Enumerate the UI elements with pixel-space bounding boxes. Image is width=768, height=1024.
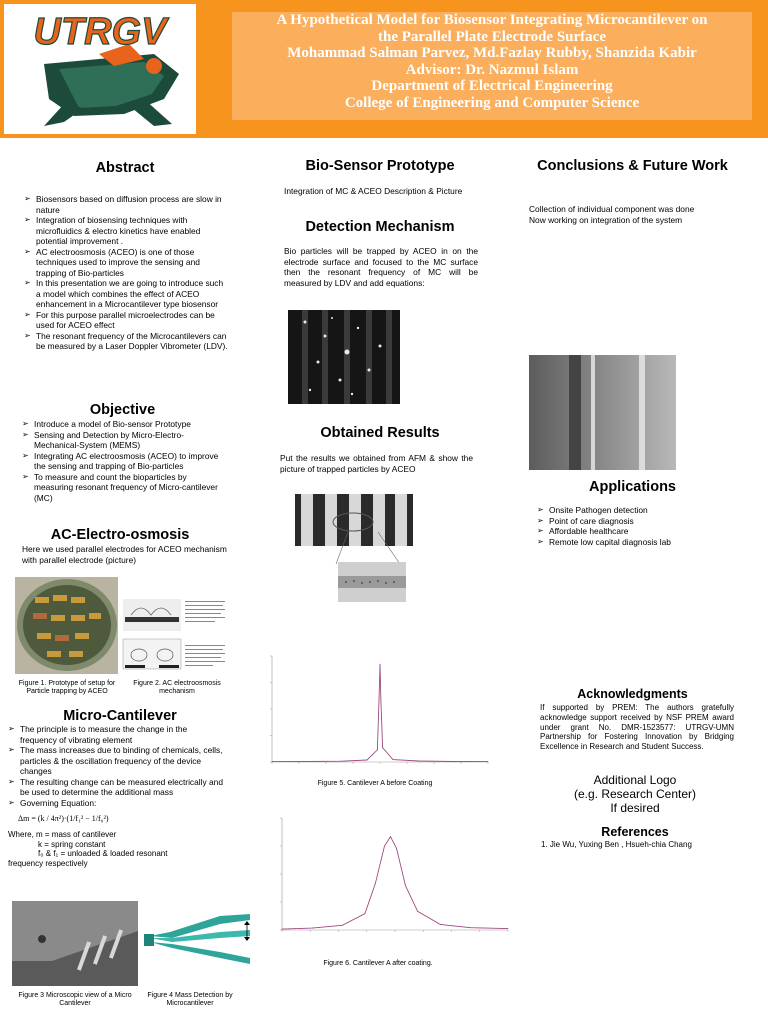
- zoomed-trapped-particles-image: [338, 562, 406, 602]
- figure-4-arrow: [240, 920, 260, 944]
- list-item: ➢ The principle is to measure the change in the frequency of vibrating element: [8, 724, 223, 745]
- list-item: ➢ For this purpose parallel microelectrodes can be used for ACEO effect: [24, 310, 229, 331]
- objective-list: [22, 419, 222, 503]
- list-item: ➢ In this presentation we are going to introduce such a model which combines the effect of ACEO enhancement in a Microcantilever type biosensor: [24, 278, 229, 310]
- equation-where: [8, 830, 223, 868]
- additional-logo-line: If desired: [610, 801, 660, 815]
- detection-heading: Detection Mechanism: [305, 219, 455, 235]
- data-point: [380, 700, 381, 701]
- data-point: [417, 911, 418, 912]
- data-point: [393, 759, 394, 760]
- data-point: [470, 927, 471, 928]
- list-item: ➢ Remote low capital diagnosis lab: [537, 537, 737, 548]
- where-line: k = spring constant: [38, 839, 106, 849]
- list-item: ➢ The resonant frequency of the Microcantilevers can be measured by a Laser Doppler Vibrometer (LDV).: [24, 331, 229, 352]
- university-logo: [4, 4, 196, 134]
- abstract-list: [24, 194, 229, 352]
- list-item: ➢ Governing Equation:: [8, 798, 223, 809]
- figure-6-frequency-response-chart: [268, 812, 518, 945]
- data-point: [272, 761, 273, 762]
- prototype-heading: Bio-Sensor Prototype: [305, 158, 455, 174]
- detection-text: Bio particles will be trapped by ACEO in on the electrode surface and focused to the MC surface then the resonant frequency of MC will be measured by LDV and add equations:: [284, 246, 478, 288]
- data-point: [364, 913, 365, 914]
- list-item: ➢ Biosensors based on diffusion process are slow in nature: [24, 194, 229, 215]
- figure-5-caption: Figure 5. Cantilever A before Coating: [317, 780, 433, 787]
- prototype-text: Integration of MC & ACEO Description & Picture: [284, 186, 463, 196]
- where-line: f₀ & f₁ = unloaded & loaded resonant: [38, 849, 168, 858]
- figure-4-caption: Figure 4 Mass Detection by Microcantilever: [147, 992, 233, 1008]
- applications-list: [537, 505, 737, 547]
- data-point: [382, 747, 383, 748]
- figure-5-frequency-response-chart: [258, 650, 498, 775]
- acknowledgments-text: If supported by PREM: The authors gratefully acknowledge support received by NSF PREM award under grant No. DMR-1523577: UTRGV-UMN Partnership for Fostering Innovation by Bridging Excellence in Research and Student Success.: [540, 703, 734, 752]
- micro-cantilever-list: [8, 724, 223, 808]
- results-text: Put the results we obtained from AFM & show the picture of trapped particles by ACEO: [280, 453, 473, 474]
- trapped-particles-image: [288, 310, 400, 404]
- data-point: [377, 749, 378, 750]
- list-item: ➢ Integrating AC electroosmosis (ACEO) to improve the sensing and trapping of Bio-particles: [22, 451, 222, 472]
- data-point: [379, 696, 380, 697]
- series-line-measured: [282, 837, 508, 929]
- ac-eo-heading: AC-Electro-osmosis: [50, 527, 190, 543]
- figure-3-caption: Figure 3 Microscopic view of a Micro Cantilever: [18, 992, 132, 1008]
- logo-wordmark: UTRGV: [33, 11, 167, 53]
- ac-eo-text: Here we used parallel electrodes for ACEO mechanism with parallel electrode (picture): [22, 544, 227, 565]
- list-item: ➢ Introduce a model of Bio-sensor Prototype: [22, 419, 222, 430]
- figure-1-caption: Figure 1. Prototype of setup for Particle trapping by ACEO: [18, 680, 116, 696]
- objective-heading: Objective: [89, 402, 156, 418]
- advisor-line: Advisor: Dr. Nazmul Islam: [405, 61, 579, 78]
- figure-6-caption: Figure 6. Cantilever A after coating.: [323, 960, 433, 967]
- applications-heading: Applications: [588, 479, 676, 495]
- data-point: [312, 928, 313, 929]
- data-point: [282, 929, 283, 930]
- abstract-heading: Abstract: [95, 160, 155, 176]
- data-point: [453, 761, 454, 762]
- list-item: ➢ To measure and count the bioparticles by measuring resonant frequency of Micro-cantilever (MC): [22, 472, 222, 504]
- reference-item: 1. Jie Wu, Yuxing Ben , Hsueh-chia Chang: [541, 840, 692, 849]
- additional-logo-line: Additional Logo: [593, 773, 677, 787]
- list-item: ➢ Affordable healthcare: [537, 526, 737, 537]
- data-point: [384, 846, 385, 847]
- conclusions-text: [529, 204, 744, 225]
- list-item: ➢ Integration of biosensing techniques with microfluidics & electro kinetics have enabled potential improvement .: [24, 215, 229, 247]
- title-block: [232, 12, 752, 120]
- references-heading: References: [601, 825, 669, 839]
- data-point: [341, 761, 342, 762]
- figure-4-mass-detection-diagram: [140, 908, 260, 980]
- authors-line: Mohammad Salman Parvez, Md.Fazlay Rubby, Shanzida Kabir: [287, 45, 697, 61]
- data-point: [440, 924, 441, 925]
- figure-2-aceo-diagram: [121, 595, 229, 673]
- college-line: College of Engineering and Computer Science: [344, 94, 640, 111]
- where-line: Where, m = mass of cantilever: [8, 830, 117, 839]
- list-item: ➢ The mass increases due to binding of chemicals, cells, particles & the oscillation frequency of the device changes: [8, 745, 223, 777]
- acknowledgments-heading: Acknowledgments: [577, 687, 688, 701]
- data-point: [342, 925, 343, 926]
- results-heading: Obtained Results: [320, 425, 440, 441]
- additional-logo-line: (e.g. Research Center): [573, 787, 697, 801]
- data-point: [488, 761, 489, 762]
- poster-title-line-2: the Parallel Plate Electrode Surface: [378, 28, 606, 45]
- data-point: [396, 848, 397, 849]
- department-line: Department of Electrical Engineering: [371, 78, 613, 94]
- governing-equation: Δm = (k / 4π²)·(1/f₁² − 1/f₀²): [18, 814, 109, 823]
- series-line-measured: [272, 664, 488, 761]
- data-point: [418, 761, 419, 762]
- poster-title-line-1: A Hypothetical Model for Biosensor Integrating Microcantilever on: [276, 12, 708, 28]
- list-item: ➢ Onsite Pathogen detection: [537, 505, 737, 516]
- figure-3-microscope-photo: [12, 901, 138, 986]
- figure-1-prototype-photo: [15, 577, 118, 674]
- data-point: [375, 883, 376, 884]
- data-point: [508, 928, 509, 929]
- data-point: [306, 761, 307, 762]
- data-point: [390, 836, 391, 837]
- conclusions-heading: Conclusions & Future Work: [537, 158, 728, 174]
- micro-cantilever-heading: Micro-Cantilever: [63, 708, 177, 724]
- figure-2-caption: Figure 2. AC electroosmosis mechanism: [133, 680, 221, 696]
- cantilever-microscope-image: [529, 355, 676, 470]
- list-item: ➢ Sensing and Detection by Micro-Electro-Mechanical-System (MEMS): [22, 430, 222, 451]
- data-point: [405, 885, 406, 886]
- list-item: ➢ AC electroosmosis (ACEO) is one of those techniques used to improve the sensing and trapping of Bio-particles: [24, 247, 229, 279]
- where-line: frequency respectively: [8, 858, 88, 868]
- additional-logo-placeholder: [540, 773, 730, 815]
- list-item: ➢ The resulting change can be measured electrically and be used to determine the additional mass: [8, 777, 223, 798]
- conclusion-line: Collection of individual component was done: [529, 204, 695, 214]
- list-item: ➢ Point of care diagnosis: [537, 516, 737, 527]
- data-point: [367, 760, 368, 761]
- data-point: [380, 664, 381, 665]
- series-line-fit: [282, 837, 508, 929]
- conclusion-line: Now working on integration of the system: [529, 214, 683, 225]
